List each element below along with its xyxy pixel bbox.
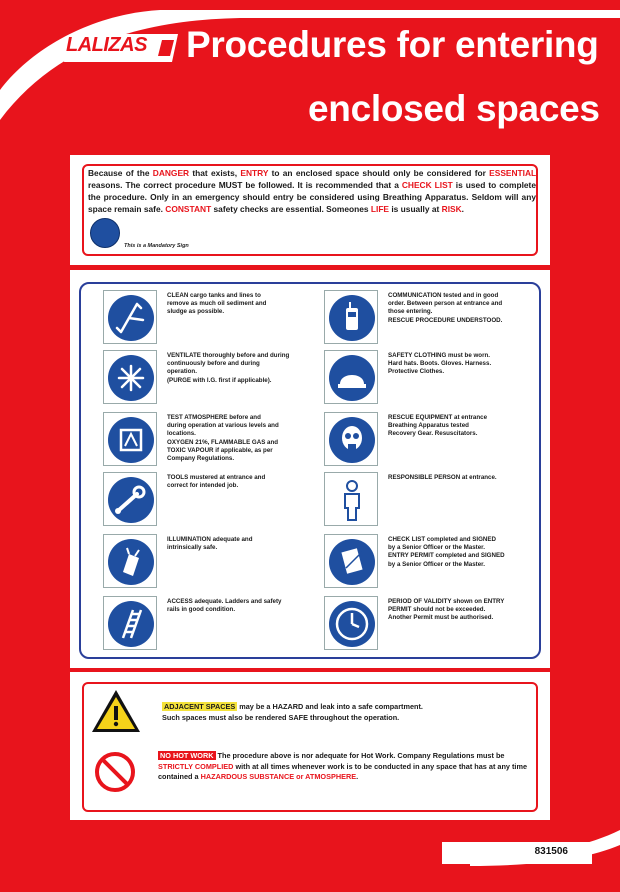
ladder-icon	[103, 596, 157, 650]
danger-word: DANGER	[152, 168, 190, 178]
warnings-panel	[70, 672, 550, 820]
no-hot-work-text: NO HOT WORK The procedure above is nor adequate for Hot Work. Company Regulations must be STRICTLY COMPLIED with at all times whenever work is to be conducted in any space that has at any time contained a HAZARDOUS SUBSTANCE or ATMOSPHERE.	[158, 751, 528, 781]
prohibition-icon	[94, 751, 136, 793]
intro-text: Because of the DANGER that exists, ENTRY to an enclosed space should only be considered for ESSENTIAL reasons. The correct procedure MUST be followed. It is recommended that a CHECK LIST is used to complete the procedure. Only in an emergency should entry be considered using Breathing Apparatus. Seldom will any space remain safe. CONSTANT safety checks are essential. Someones LIFE is usually at RISK.	[88, 168, 537, 214]
procedure-item-safety-clothing	[324, 350, 524, 406]
procedure-item-check-list	[324, 534, 524, 590]
warning-triangle-icon	[90, 688, 142, 734]
product-code: 831506	[534, 846, 568, 857]
procedure-text: PERIOD OF VALIDITY shown on ENTRY PERMIT should not be exceeded. Another Permit must be authorised.	[388, 598, 505, 622]
wrench-icon	[103, 472, 157, 526]
procedure-item-tools	[103, 472, 303, 528]
procedure-item-test-atmosphere	[103, 412, 303, 468]
procedure-item-illumination	[103, 534, 303, 590]
tank-cleaning-icon	[103, 290, 157, 344]
procedure-text: ILLUMINATION adequate and intrinsically safe.	[167, 536, 253, 552]
procedure-item-rescue-equipment	[324, 412, 524, 468]
constant-word: CONSTANT	[165, 204, 212, 214]
risk-word: RISK	[441, 204, 462, 214]
brand-name: LALIZAS	[66, 34, 147, 56]
procedure-text: ACCESS adequate. Ladders and safety rails in good condition.	[167, 598, 282, 614]
helmet-icon	[324, 350, 378, 404]
procedure-item-responsible-person	[324, 472, 524, 528]
header	[0, 0, 620, 150]
procedure-text: SAFETY CLOTHING must be worn. Hard hats. Boots. Gloves. Harness. Protective Clothes.	[388, 352, 492, 376]
no-hot-work-tag: NO HOT WORK	[160, 751, 214, 760]
procedure-item-communication	[324, 290, 524, 346]
procedure-item-ventilate	[103, 350, 303, 406]
person-icon	[324, 472, 378, 526]
clock-icon	[324, 596, 378, 650]
page-title-line1: Procedures for entering	[186, 24, 599, 65]
procedure-item-clean	[103, 290, 303, 346]
procedures-panel	[70, 270, 550, 668]
intro-panel	[70, 155, 550, 265]
procedure-text: RESPONSIBLE PERSON at entrance.	[388, 474, 497, 481]
procedure-text: TOOLS mustered at entrance and correct for intended job.	[167, 474, 266, 490]
torch-icon	[103, 534, 157, 588]
mandatory-sign-icon	[90, 218, 120, 248]
adjacent-spaces-tag: ADJACENT SPACES	[164, 702, 236, 711]
procedure-item-access	[103, 596, 303, 652]
entry-word: ENTRY	[240, 168, 269, 178]
life-word: LIFE	[370, 204, 390, 214]
procedure-text: VENTILATE thoroughly before and during continuously before and during operation. (PURGE with I.G. first if applicable).	[167, 352, 290, 384]
essential-word: ESSENTIAL	[489, 168, 537, 178]
adjacent-spaces-text: ADJACENT SPACES may be a HAZARD and leak into a safe compartment. Such spaces must also be rendered SAFE throughout the operation.	[162, 702, 423, 722]
procedure-text: COMMUNICATION tested and in good order. Between person at entrance and those entering. RESCUE PROCEDURE UNDERSTOOD.	[388, 292, 503, 324]
radio-icon	[324, 290, 378, 344]
respirator-icon	[324, 412, 378, 466]
ventilate-icon	[103, 350, 157, 404]
checklist-word: CHECK LIST	[401, 180, 453, 190]
procedure-text: TEST ATMOSPHERE before and during operation at various levels and locations. OXYGEN 21%, FLAMMABLE GAS and TOXIC VAPOUR if applicable, as per Company Regulations.	[167, 414, 279, 463]
procedure-item-validity	[324, 596, 524, 652]
procedure-text: CLEAN cargo tanks and lines to remove as much oil sediment and sludge as possible.	[167, 292, 267, 316]
page-title-line2: enclosed spaces	[308, 88, 600, 129]
procedure-text: RESCUE EQUIPMENT at entrance Breathing Apparatus tested Recovery Gear. Resuscitators.	[388, 414, 488, 438]
procedure-text: CHECK LIST completed and SIGNED by a Senior Officer or the Master. ENTRY PERMIT completed and SIGNED by a Senior Officer or the Master.	[388, 536, 505, 568]
mandatory-sign-label: This is a Mandatory Sign	[124, 243, 189, 249]
checklist-icon	[324, 534, 378, 588]
gas-test-icon	[103, 412, 157, 466]
